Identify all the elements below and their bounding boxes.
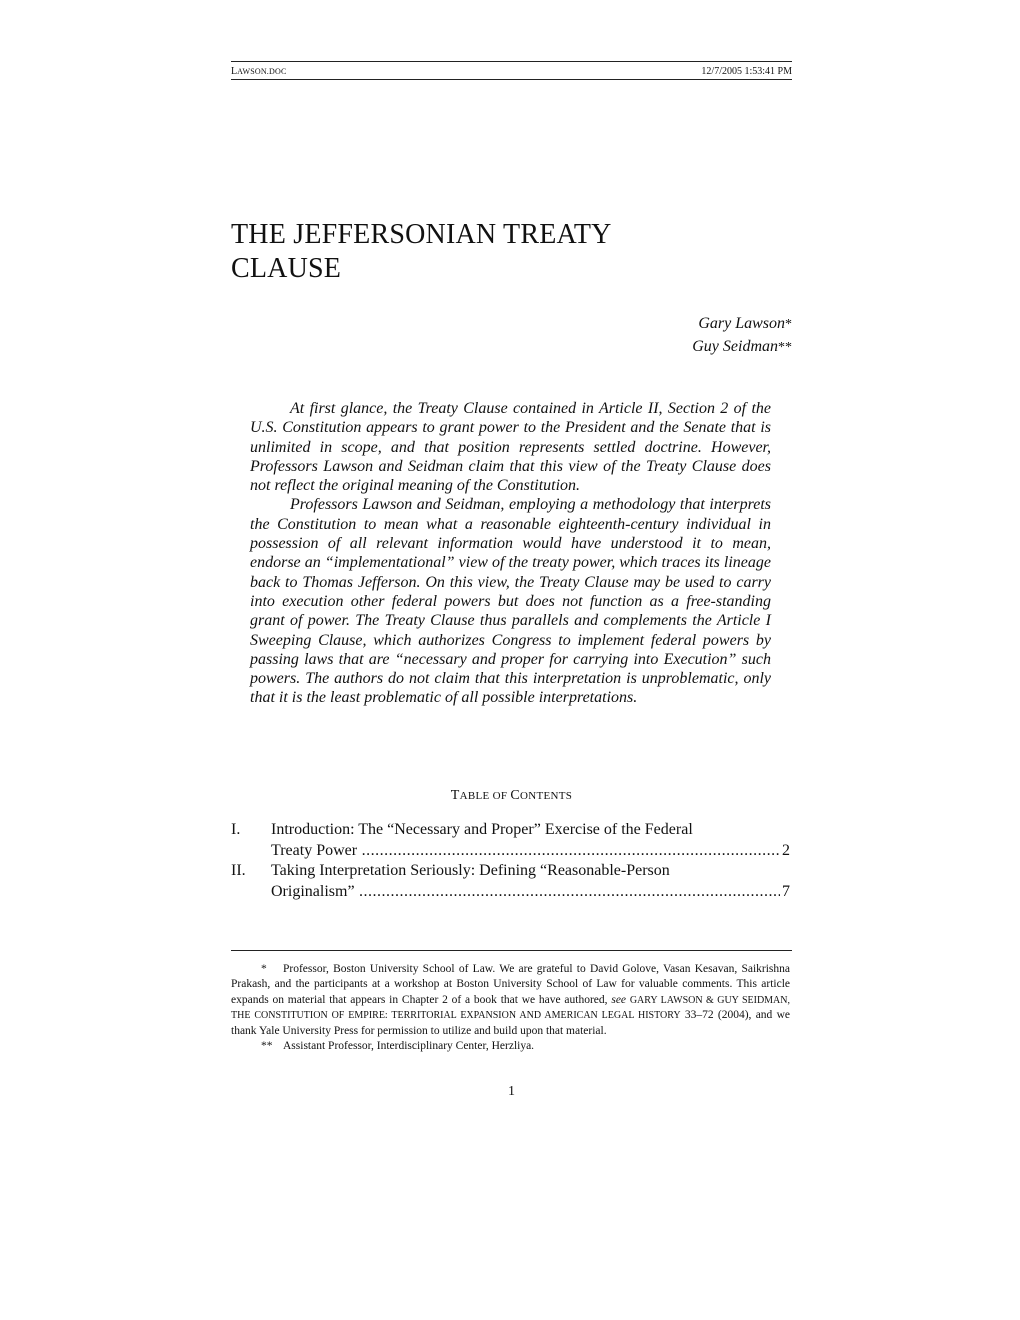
toc-entry-title-cont: Originalism” ..... <box>271 882 780 903</box>
running-header <box>231 66 792 77</box>
abstract-paragraph-1: At first glance, the Treaty Clause contained in Article II, Section 2 of the U.S. Constitution appears to grant power to the President and the Senate that is unlimited in scope, and that position represents settled doctrine. However, Professors Lawson and Seidman claim that this view of the Treaty Clause does not reflect the original meaning of the Constitution. <box>250 400 771 495</box>
toc-entry-title: Taking Interpretation Seriously: Defining “Reasonable-Person <box>271 862 670 879</box>
title-line-1: THE JEFFERSONIAN TREATY <box>231 219 612 250</box>
toc-entry-title-cont: Treaty Power ..... <box>271 841 780 862</box>
author-2: Guy Seidman** <box>692 338 792 355</box>
footnotes <box>231 962 790 1054</box>
header-timestamp: 12/7/2005 1:53:41 PM <box>701 66 792 77</box>
toc-entry-number: I. <box>231 821 241 838</box>
header-top-rule <box>231 61 792 62</box>
toc-entry-page: 7 <box>782 882 790 900</box>
table-of-contents <box>231 820 790 902</box>
page-number: 1 <box>508 1084 515 1099</box>
toc-entry-number: II. <box>231 862 246 879</box>
header-filename: LAWSON.DOC <box>231 66 287 77</box>
toc-entry-page: 2 <box>782 841 790 859</box>
header-bottom-rule <box>231 79 792 80</box>
footnote-rule <box>231 950 792 951</box>
author-block <box>560 313 792 359</box>
toc-entry[interactable] <box>231 861 790 902</box>
abstract <box>250 399 771 708</box>
toc-entry[interactable] <box>231 820 790 861</box>
footnote-1: * Professor, Boston University School of Law. We are grateful to David Golove, Vasan Kesavan, Saikrishna Prakash, and the participants at a workshop at Boston University School of Law for valuable comments. This article expands on material that appears in Chapter 2 of a book that we have authored, see GARY LAWSON & GUY SEIDMAN, THE CONSTITUTION OF EMPIRE: TERRITORIAL EXPANSION AND AMERICAN LEGAL HISTORY 33–72 (2004), and we thank Yale University Press for permission to utilize and build upon that material. <box>231 963 791 1037</box>
title-line-2: CLAUSE <box>231 253 342 284</box>
footnote-2: ** Assistant Professor, Interdisciplinary Center, Herzliya. <box>261 1040 535 1053</box>
abstract-paragraph-2: Professors Lawson and Seidman, employing a methodology that interprets the Constitution to mean what a reasonable eighteenth-century individual in possession of all relevant information would have understood it to mean, endorse an “implementational” view of the treaty power, which traces its lineage back to Thomas Jefferson. On this view, the Treaty Clause may be used to carry into execution other federal powers but does not function as a free-standing grant of power. The Treaty Clause thus parallels and complements the Article I Sweeping Clause, which authorizes Congress to implement federal powers by passing laws that are “necessary and proper for carrying into Execution” such powers. The authors do not claim that this interpretation is unproblematic, only that it is the least problematic of all possible interpretations. <box>250 496 771 707</box>
toc-heading: TABLE OF CONTENTS <box>450 788 573 803</box>
toc-entry-title: Introduction: The “Necessary and Proper” Exercise of the Federal <box>271 821 693 838</box>
author-1: Gary Lawson* <box>698 315 792 332</box>
article-title <box>231 218 791 286</box>
